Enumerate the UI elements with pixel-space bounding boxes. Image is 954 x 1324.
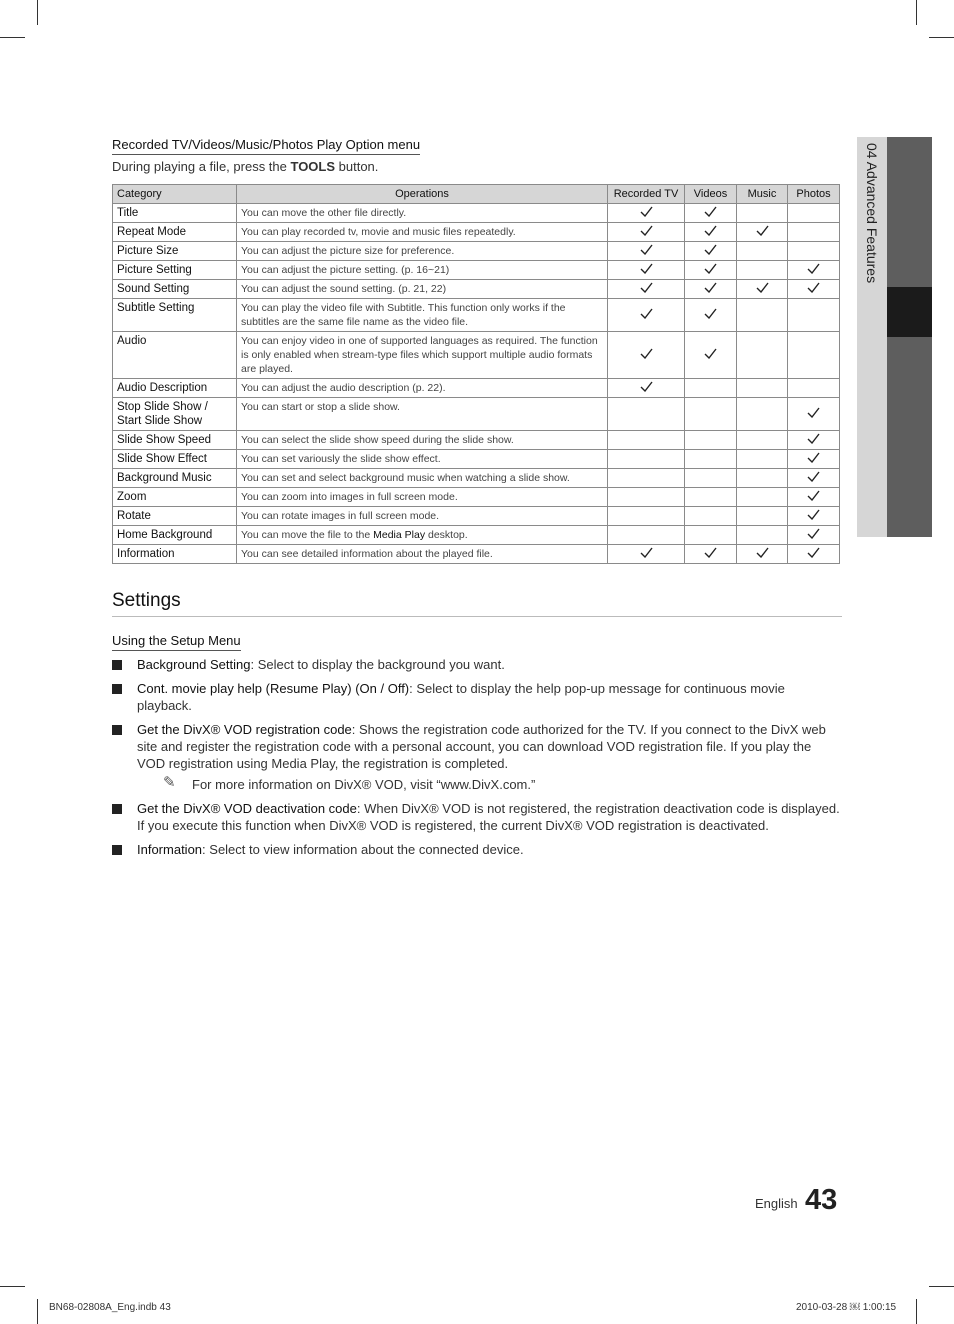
support-cell-videos — [685, 379, 737, 398]
crop-mark — [0, 37, 25, 38]
category-cell: Slide Show Effect — [113, 450, 237, 469]
bullet-square-icon — [112, 725, 122, 735]
checkmark-icon — [807, 509, 820, 520]
operation-cell: You can move the other file directly. — [237, 204, 608, 223]
checkmark-icon — [807, 452, 820, 463]
checkmark-icon — [807, 433, 820, 444]
support-cell-recorded-tv — [608, 431, 685, 450]
category-cell: Audio — [113, 332, 237, 379]
operation-cell: You can set and select background music when watching a slide show. — [237, 469, 608, 488]
bullet-square-icon — [112, 845, 122, 855]
checkmark-icon — [756, 282, 769, 293]
support-cell-photos — [788, 488, 840, 507]
support-cell-recorded-tv — [608, 507, 685, 526]
support-cell-music — [737, 332, 788, 379]
checkmark-icon — [807, 282, 820, 293]
operation-cell: You can see detailed information about the played file. — [237, 545, 608, 564]
support-cell-recorded-tv — [608, 526, 685, 545]
list-item: Cont. movie play help (Resume Play) (On / Off): Select to display the help pop-up message for continuous movie playback. — [112, 680, 842, 714]
tools-key-label: TOOLS — [290, 159, 336, 174]
support-cell-music — [737, 280, 788, 299]
category-cell: Title — [113, 204, 237, 223]
crop-mark — [37, 0, 38, 25]
list-item: Information: Select to view information about the connected device. — [112, 841, 842, 858]
checkmark-icon — [807, 490, 820, 501]
support-cell-recorded-tv — [608, 469, 685, 488]
footer-language: English — [755, 1196, 798, 1211]
table-row — [113, 507, 840, 526]
table-row — [113, 299, 840, 332]
bullet-square-icon — [112, 684, 122, 694]
operation-cell: You can start or stop a slide show. — [237, 398, 608, 431]
table-row — [113, 280, 840, 299]
support-cell-photos — [788, 299, 840, 332]
setup-menu-list — [112, 656, 842, 865]
play-option-heading: Recorded TV/Videos/Music/Photos Play Option menu — [112, 137, 420, 155]
crop-mark — [929, 1286, 954, 1287]
support-cell-videos — [685, 223, 737, 242]
column-header-recorded-tv: Recorded TV — [608, 185, 685, 204]
operation-cell: You can move the file to the Media Play desktop. — [237, 526, 608, 545]
column-header-photos: Photos — [788, 185, 840, 204]
checkmark-icon — [704, 547, 717, 558]
operation-cell: You can enjoy video in one of supported languages as required. The function is only enabled when stream-type files which support multiple audio formats are played. — [237, 332, 608, 379]
operation-cell: You can adjust the audio description (p. 22). — [237, 379, 608, 398]
page-number: 43 — [805, 1184, 838, 1216]
support-cell-photos — [788, 507, 840, 526]
checkmark-icon — [640, 308, 653, 319]
operation-cell: You can adjust the sound setting. (p. 21, 22) — [237, 280, 608, 299]
support-cell-photos — [788, 469, 840, 488]
list-item: Get the DivX® VOD deactivation code: When DivX® VOD is not registered, the registration deactivation code is displayed. If you execute this function when DivX® VOD is registered, the current DivX® VOD registration is deactivated. — [112, 800, 842, 834]
crop-mark — [916, 1299, 917, 1324]
checkmark-icon — [807, 547, 820, 558]
category-cell: Stop Slide Show / Start Slide Show — [113, 398, 237, 431]
category-cell: Zoom — [113, 488, 237, 507]
support-cell-videos — [685, 204, 737, 223]
checkmark-icon — [640, 206, 653, 217]
setup-menu-heading: Using the Setup Menu — [112, 633, 241, 651]
operation-cell: You can adjust the picture size for preference. — [237, 242, 608, 261]
support-cell-music — [737, 488, 788, 507]
checkmark-icon — [640, 263, 653, 274]
checkmark-icon — [640, 282, 653, 293]
support-cell-recorded-tv — [608, 332, 685, 379]
table-row — [113, 469, 840, 488]
bullet-square-icon — [112, 804, 122, 814]
support-cell-recorded-tv — [608, 299, 685, 332]
checkmark-icon — [640, 547, 653, 558]
support-cell-music — [737, 526, 788, 545]
support-cell-music — [737, 398, 788, 431]
operation-cell: You can rotate images in full screen mode. — [237, 507, 608, 526]
support-cell-photos — [788, 526, 840, 545]
checkmark-icon — [704, 348, 717, 359]
column-header-operations: Operations — [237, 185, 608, 204]
support-cell-music — [737, 299, 788, 332]
support-cell-videos — [685, 526, 737, 545]
support-cell-videos — [685, 545, 737, 564]
divx-note: ✎ For more information on DivX® VOD, visit “www.DivX.com.” — [163, 774, 536, 792]
support-cell-videos — [685, 507, 737, 526]
category-cell: Subtitle Setting — [113, 299, 237, 332]
support-cell-music — [737, 545, 788, 564]
support-cell-music — [737, 507, 788, 526]
bullet-square-icon — [112, 660, 122, 670]
checkmark-icon — [704, 206, 717, 217]
support-cell-recorded-tv — [608, 242, 685, 261]
support-cell-photos — [788, 398, 840, 431]
column-header-category: Category — [113, 185, 237, 204]
support-cell-photos — [788, 431, 840, 450]
checkmark-icon — [807, 263, 820, 274]
operation-cell: You can select the slide show speed during the slide show. — [237, 431, 608, 450]
list-item: Get the DivX® VOD registration code: Shows the registration code authorized for the TV. If you connect to the DivX web site and register the registration code with a personal account, you can download VOD registration file. If you play the VOD registration using Media Play, the registration is completed. ✎ For more information on DivX® VOD, visit “www.DivX.com.” — [112, 721, 842, 793]
crop-mark — [929, 37, 954, 38]
support-cell-recorded-tv — [608, 204, 685, 223]
support-cell-photos — [788, 450, 840, 469]
crop-mark — [0, 1286, 25, 1287]
table-header-row — [113, 185, 840, 204]
checkmark-icon — [640, 348, 653, 359]
table-body — [113, 204, 840, 564]
table-row — [113, 223, 840, 242]
support-cell-recorded-tv — [608, 450, 685, 469]
support-cell-videos — [685, 488, 737, 507]
support-cell-photos — [788, 332, 840, 379]
operation-cell: You can adjust the picture setting. (p. 16~21) — [237, 261, 608, 280]
support-cell-music — [737, 261, 788, 280]
checkmark-icon — [704, 282, 717, 293]
support-cell-music — [737, 469, 788, 488]
category-cell: Background Music — [113, 469, 237, 488]
support-cell-recorded-tv — [608, 223, 685, 242]
table-row — [113, 398, 840, 431]
checkmark-icon — [704, 225, 717, 236]
table-row — [113, 379, 840, 398]
checkmark-icon — [756, 225, 769, 236]
support-cell-videos — [685, 242, 737, 261]
table-row — [113, 204, 840, 223]
category-cell: Audio Description — [113, 379, 237, 398]
support-cell-photos — [788, 545, 840, 564]
table-row — [113, 450, 840, 469]
settings-title: Settings — [112, 590, 842, 617]
table-row — [113, 545, 840, 564]
support-cell-videos — [685, 332, 737, 379]
table-row — [113, 261, 840, 280]
column-header-videos: Videos — [685, 185, 737, 204]
support-cell-recorded-tv — [608, 280, 685, 299]
checkmark-icon — [640, 244, 653, 255]
support-cell-photos — [788, 223, 840, 242]
checkmark-icon — [807, 528, 820, 539]
support-cell-music — [737, 242, 788, 261]
checkmark-icon — [704, 244, 717, 255]
category-cell: Information — [113, 545, 237, 564]
support-cell-recorded-tv — [608, 398, 685, 431]
play-option-intro: During playing a file, press the TOOLS button. — [112, 159, 379, 174]
checkmark-icon — [807, 407, 820, 418]
checkmark-icon — [640, 225, 653, 236]
operation-cell: You can play the video file with Subtitle. This function only works if the subtitles are the same file name as the video file. — [237, 299, 608, 332]
support-cell-videos — [685, 299, 737, 332]
checkmark-icon — [640, 381, 653, 392]
table-row — [113, 431, 840, 450]
crop-mark — [37, 1299, 38, 1324]
category-cell: Repeat Mode — [113, 223, 237, 242]
category-cell: Rotate — [113, 507, 237, 526]
operation-cell: You can set variously the slide show effect. — [237, 450, 608, 469]
support-cell-recorded-tv — [608, 379, 685, 398]
checkmark-icon — [704, 308, 717, 319]
support-cell-videos — [685, 431, 737, 450]
support-cell-music — [737, 431, 788, 450]
support-cell-recorded-tv — [608, 488, 685, 507]
checkmark-icon — [756, 547, 769, 558]
support-cell-photos — [788, 280, 840, 299]
operation-cell: You can zoom into images in full screen mode. — [237, 488, 608, 507]
pencil-note-icon: ✎ — [163, 774, 176, 791]
support-cell-videos — [685, 469, 737, 488]
table-row — [113, 488, 840, 507]
category-cell: Picture Size — [113, 242, 237, 261]
chapter-tab-strip — [887, 137, 932, 537]
play-option-table — [112, 184, 840, 564]
support-cell-photos — [788, 242, 840, 261]
support-cell-music — [737, 450, 788, 469]
operation-cell: You can play recorded tv, movie and music files repeatedly. — [237, 223, 608, 242]
support-cell-recorded-tv — [608, 261, 685, 280]
checkmark-icon — [807, 471, 820, 482]
crop-mark — [916, 0, 917, 25]
print-date-info: 2010-03-28 ￼ 1:00:15 — [796, 1302, 897, 1313]
support-cell-videos — [685, 280, 737, 299]
table-row — [113, 242, 840, 261]
category-cell: Slide Show Speed — [113, 431, 237, 450]
support-cell-music — [737, 204, 788, 223]
support-cell-videos — [685, 398, 737, 431]
support-cell-music — [737, 379, 788, 398]
table-row — [113, 526, 840, 545]
column-header-music: Music — [737, 185, 788, 204]
support-cell-recorded-tv — [608, 545, 685, 564]
category-cell: Picture Setting — [113, 261, 237, 280]
list-item: Background Setting: Select to display the background you want. — [112, 656, 842, 673]
chapter-tab-label: 04 Advanced Features — [864, 143, 880, 284]
category-cell: Sound Setting — [113, 280, 237, 299]
support-cell-photos — [788, 204, 840, 223]
support-cell-music — [737, 223, 788, 242]
table-row — [113, 332, 840, 379]
support-cell-videos — [685, 261, 737, 280]
category-cell: Home Background — [113, 526, 237, 545]
support-cell-videos — [685, 450, 737, 469]
print-file-info: BN68-02808A_Eng.indb 43 — [49, 1302, 171, 1313]
support-cell-photos — [788, 379, 840, 398]
support-cell-photos — [788, 261, 840, 280]
checkmark-icon — [704, 263, 717, 274]
chapter-tab-marker — [887, 287, 932, 337]
